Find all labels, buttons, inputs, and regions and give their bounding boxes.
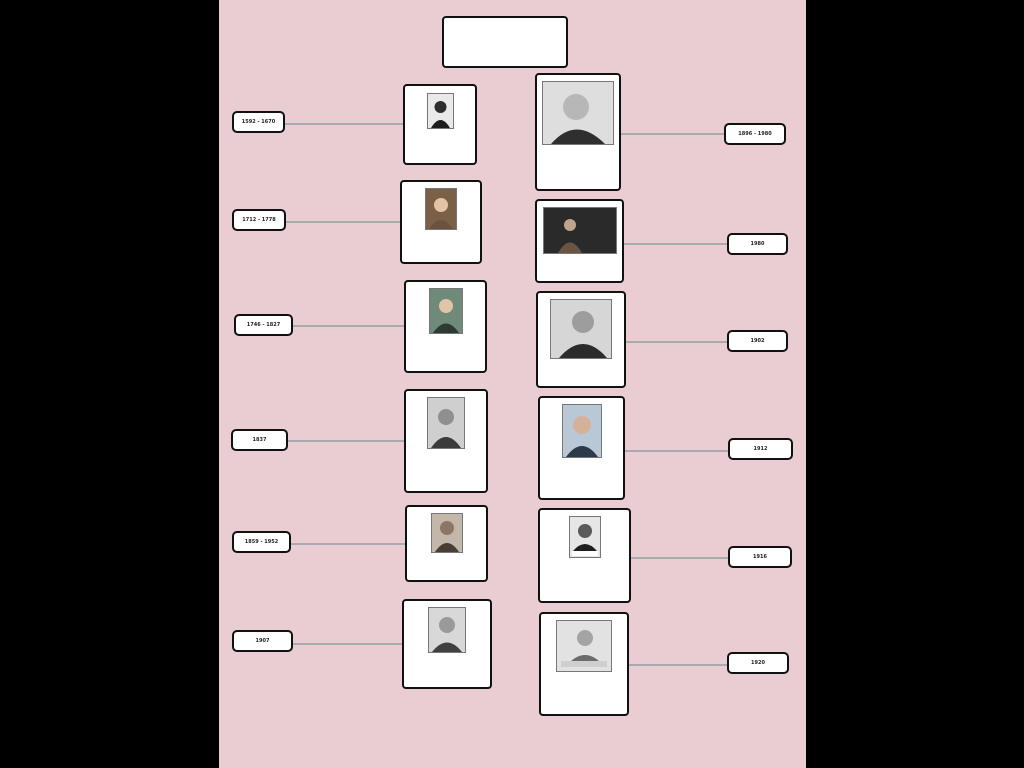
date-label-right-5: 1916 xyxy=(728,546,792,568)
person-silhouette-icon xyxy=(563,405,601,457)
person-silhouette-icon xyxy=(428,398,464,448)
person-card-l4[interactable] xyxy=(404,389,488,493)
connector-line xyxy=(628,664,728,666)
person-silhouette-icon xyxy=(432,514,462,552)
person-card-l3[interactable] xyxy=(404,280,487,373)
connector-line xyxy=(630,557,728,559)
person-card-r5[interactable] xyxy=(538,508,631,603)
portrait-photo xyxy=(542,81,614,145)
connector-line xyxy=(292,643,403,645)
connector-line xyxy=(290,543,406,545)
person-card-l2[interactable] xyxy=(400,180,482,264)
date-label-left-3: 1746 - 1827 xyxy=(234,314,293,336)
person-card-l5[interactable] xyxy=(405,505,488,582)
date-label-right-6: 1920 xyxy=(727,652,789,674)
person-silhouette-icon xyxy=(429,608,465,652)
portrait-photo xyxy=(428,607,466,653)
connector-line xyxy=(292,325,404,327)
connector-line xyxy=(620,133,724,135)
date-label-left-1: 1592 - 1670 xyxy=(232,111,285,133)
portrait-photo xyxy=(431,513,463,553)
connector-line xyxy=(623,243,727,245)
date-label-right-2: 1980 xyxy=(727,233,788,255)
person-card-r1[interactable] xyxy=(535,73,621,191)
timeline-title xyxy=(442,16,568,68)
portrait-photo xyxy=(427,93,454,129)
person-silhouette-icon xyxy=(557,621,611,671)
date-label-left-6: 1907 xyxy=(232,630,293,652)
person-silhouette-icon xyxy=(551,300,611,358)
person-silhouette-icon xyxy=(428,94,453,128)
date-label-left-5: 1859 - 1952 xyxy=(232,531,291,553)
portrait-photo xyxy=(556,620,612,672)
date-label-right-1: 1896 - 1980 xyxy=(724,123,786,145)
portrait-photo xyxy=(427,397,465,449)
person-card-l1[interactable] xyxy=(403,84,477,165)
connector-line xyxy=(285,123,403,125)
person-silhouette-icon xyxy=(426,189,456,229)
person-silhouette-icon xyxy=(430,289,462,333)
portrait-photo xyxy=(550,299,612,359)
person-card-l6[interactable] xyxy=(402,599,492,689)
person-silhouette-icon xyxy=(544,208,616,253)
portrait-photo xyxy=(429,288,463,334)
person-card-r6[interactable] xyxy=(539,612,629,716)
person-card-r3[interactable] xyxy=(536,291,626,388)
person-silhouette-icon xyxy=(570,517,600,557)
person-card-r2[interactable] xyxy=(535,199,624,283)
date-label-left-4: 1837 xyxy=(231,429,288,451)
connector-line xyxy=(285,221,401,223)
portrait-photo xyxy=(569,516,601,558)
portrait-photo xyxy=(543,207,617,254)
date-label-right-4: 1912 xyxy=(728,438,793,460)
connector-line xyxy=(624,341,727,343)
portrait-photo xyxy=(562,404,602,458)
date-label-left-2: 1712 - 1778 xyxy=(232,209,286,231)
timeline-canvas xyxy=(219,0,806,768)
connector-line xyxy=(287,440,404,442)
date-label-right-3: 1902 xyxy=(727,330,788,352)
person-card-r4[interactable] xyxy=(538,396,625,500)
person-silhouette-icon xyxy=(543,82,613,144)
connector-line xyxy=(625,450,729,452)
portrait-photo xyxy=(425,188,457,230)
